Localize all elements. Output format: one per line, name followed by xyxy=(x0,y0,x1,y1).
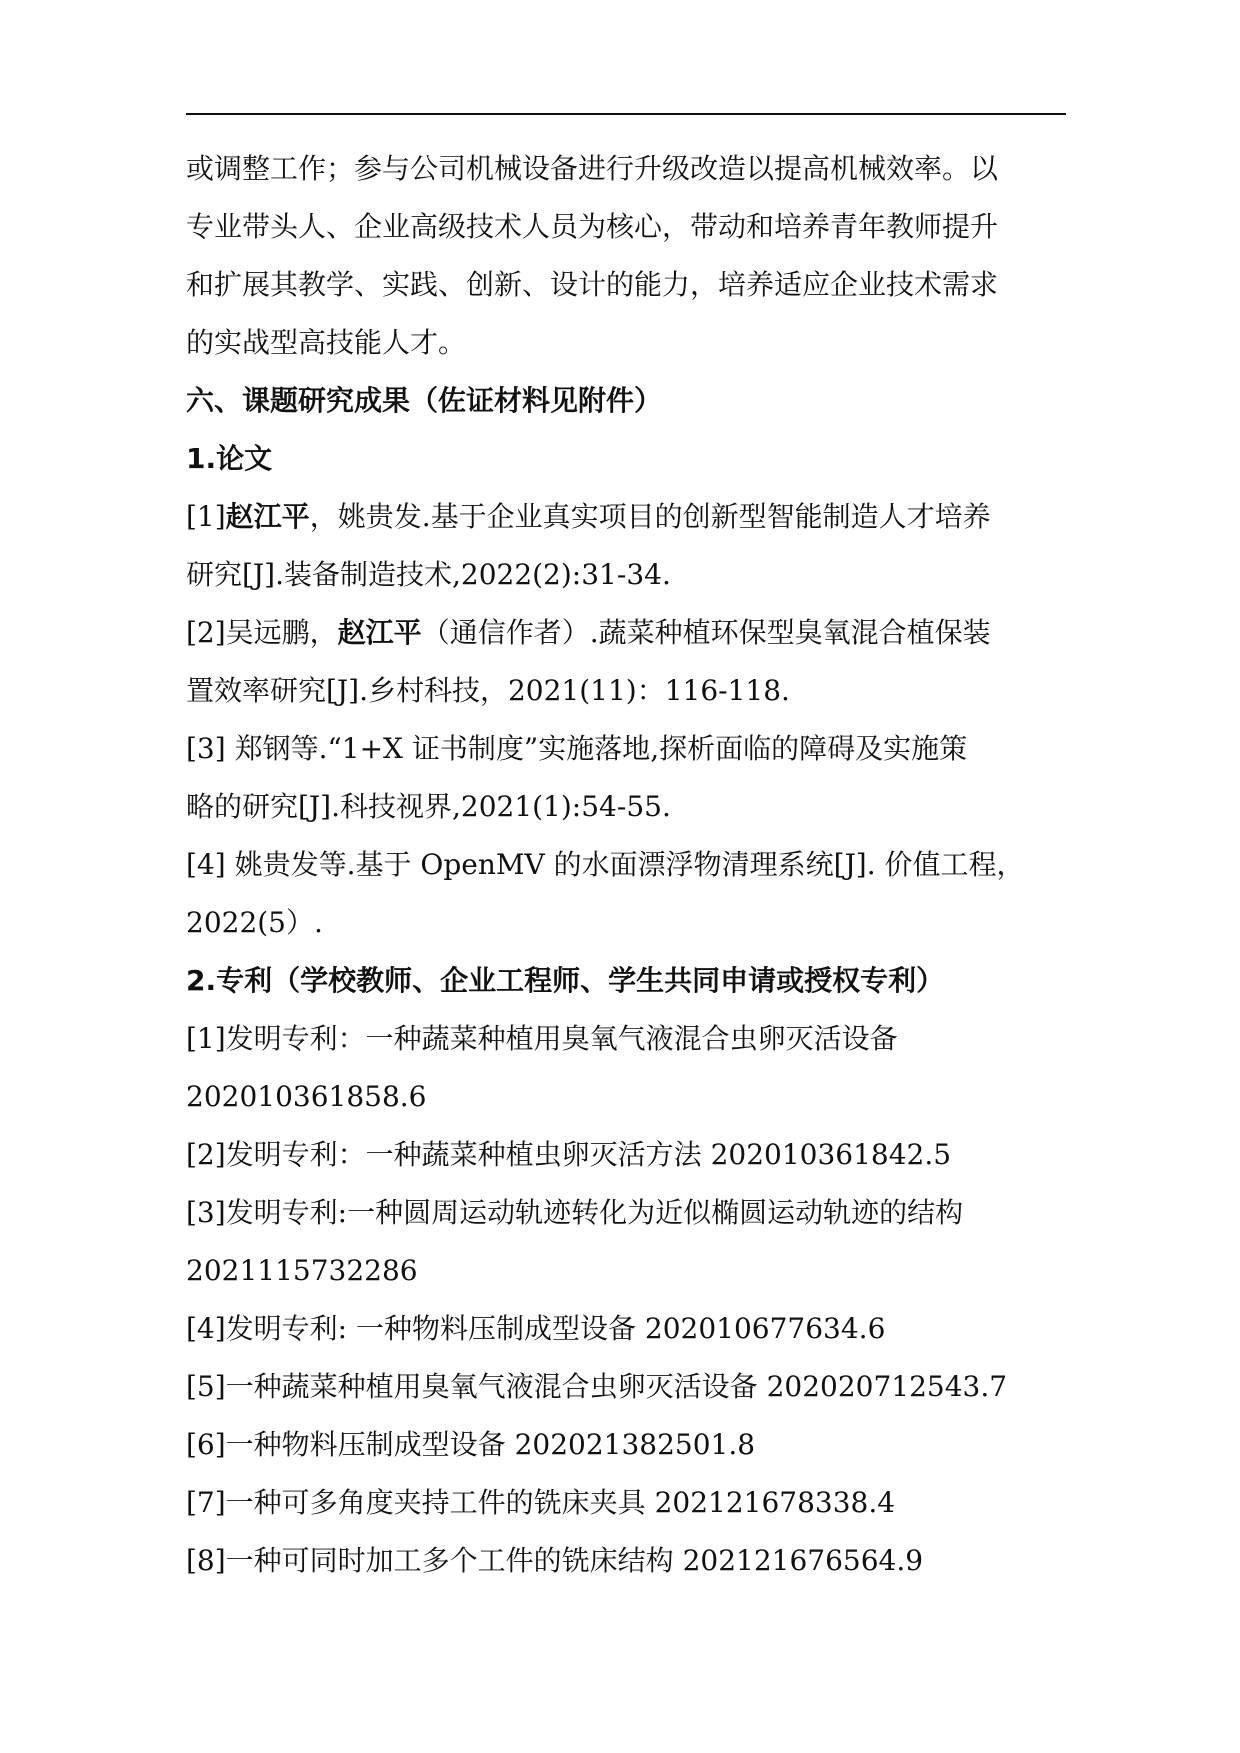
body-text-line: 专业带头人、企业高级技术人员为核心，带动和培养青年教师提升 xyxy=(186,210,999,243)
subsection-heading-papers: 1.论文 xyxy=(186,442,273,475)
patent-entry: [8]一种可同时加工多个工件的铣床结构 202121676564.9 xyxy=(186,1544,924,1577)
paper-entry-3: [3] 郑钢等.“1+X 证书制度”实施落地,探析面临的障碍及实施策 xyxy=(186,732,968,765)
patent-entry-continued: 202010361858.6 xyxy=(186,1080,427,1113)
patent-entry: [3]发明专利:一种圆周运动轨迹转化为近似椭圆运动轨迹的结构 xyxy=(186,1196,964,1229)
body-text-line: 和扩展其教学、实践、创新、设计的能力，培养适应企业技术需求 xyxy=(186,268,999,301)
patent-entry-continued: 2021115732286 xyxy=(186,1254,418,1287)
paper-entry-4: [4] 姚贵发等.基于 OpenMV 的水面漂浮物清理系统[J]. 价值工程， xyxy=(186,848,1025,881)
patent-entry: [7]一种可多角度夹持工件的铣床夹具 202121678338.4 xyxy=(186,1486,896,1519)
paper-number: [1] xyxy=(186,500,226,533)
paper-citation-text: （通信作者）.蔬菜种植环保型臭氧混合植保装 xyxy=(421,616,991,649)
body-text-line: 的实战型高技能人才。 xyxy=(186,326,467,359)
paper-entry-3-continued: 略的研究[J].科技视界,2021(1):54-55. xyxy=(186,790,671,823)
patent-entry: [2]发明专利：一种蔬菜种植虫卵灭活方法 202010361842.5 xyxy=(186,1138,952,1171)
paper-citation-text: [2]吴远鹏， xyxy=(186,616,338,649)
section-heading: 六、课题研究成果（佐证材料见附件） xyxy=(186,384,663,417)
paper-entry-2 xyxy=(186,604,1066,662)
patent-entry: [5]一种蔬菜种植用臭氧气液混合虫卵灭活设备 202020712543.7 xyxy=(186,1370,1008,1403)
highlighted-author: 赵江平 xyxy=(337,616,422,649)
paper-entry-4-continued: 2022(5）. xyxy=(186,906,323,939)
body-text-line: 或调整工作；参与公司机械设备进行升级改造以提高机械效率。以 xyxy=(186,152,999,185)
document-body xyxy=(186,140,1066,1590)
paper-entry-1-continued: 研究[J].装备制造技术,2022(2):31-34. xyxy=(186,558,671,591)
patent-entry: [6]一种物料压制成型设备 202021382501.8 xyxy=(186,1428,756,1461)
patent-entry: [4]发明专利: 一种物料压制成型设备 202010677634.6 xyxy=(186,1312,886,1345)
paper-entry-1 xyxy=(186,488,1066,546)
paper-citation-text: ，姚贵发.基于企业真实项目的创新型智能制造人才培养 xyxy=(309,500,991,533)
patent-entry: [1]发明专利：一种蔬菜种植用臭氧气液混合虫卵灭活设备 xyxy=(186,1022,898,1055)
paper-entry-2-continued: 置效率研究[J].乡村科技，2021(11)：116-118. xyxy=(186,674,790,707)
header-rule xyxy=(186,113,1066,115)
subsection-heading-patents: 2.专利（学校教师、企业工程师、学生共同申请或授权专利） xyxy=(186,964,945,997)
highlighted-author: 赵江平 xyxy=(225,500,310,533)
